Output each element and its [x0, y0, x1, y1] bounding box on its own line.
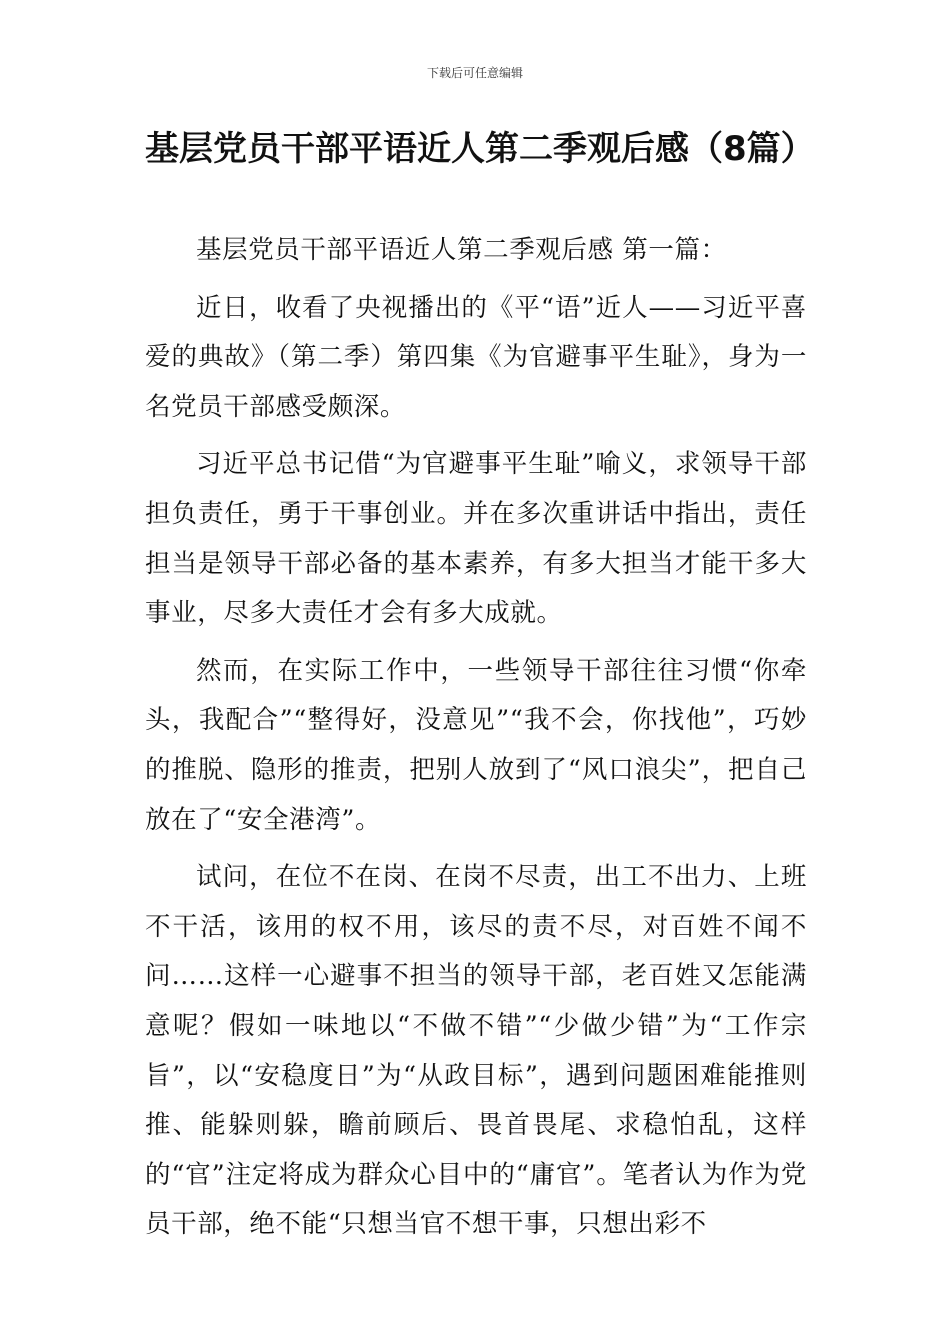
document-title: 基层党员干部平语近人第二季观后感（8篇） [145, 129, 815, 169]
paragraph-4: 试问，在位不在岗、在岗不尽责，出工不出力、上班不干活，该用的权不用，该尽的责不尽，对百姓不闻不问……这样一心避事不担当的领导干部，老百姓又怎能满意呢？假如一味地以“不做不错”“少做少错”为“工作宗旨”，以“安稳度日”为“从政目标”，遇到问题困难能推则推、能躲则躲，瞻前顾后、畏首畏尾、求稳怕乱，这样的“官”注定将成为群众心目中的“庸官”。笔者认为作为党员干部，绝不能“只想当官不想干事，只想出彩不 [145, 862, 807, 1240]
section-heading: 基层党员干部平语近人第二季观后感 第一篇： [196, 235, 727, 265]
paragraph-2: 习近平总书记借“为官避事平生耻”喻义，求领导干部担负责任，勇于干事创业。并在多次重讲话中指出，责任担当是领导干部必备的基本素养，有多大担当才能干多大事业，尽多大责任才会有多大成就。 [145, 449, 807, 629]
paragraph-3: 然而，在实际工作中，一些领导干部往往习惯“你牵头，我配合”“整得好，没意见”“我不会，你找他”，巧妙的推脱、隐形的推责，把别人放到了“风口浪尖”，把自己放在了“安全港湾”。 [145, 655, 807, 835]
header-note: 下载后可任意编辑 [426, 66, 523, 80]
paragraph-1: 近日，收看了央视播出的《平“语”近人——习近平喜爱的典故》（第二季）第四集《为官避事平生耻》，身为一名党员干部感受颇深。 [145, 292, 807, 422]
document-body [145, 226, 807, 1250]
